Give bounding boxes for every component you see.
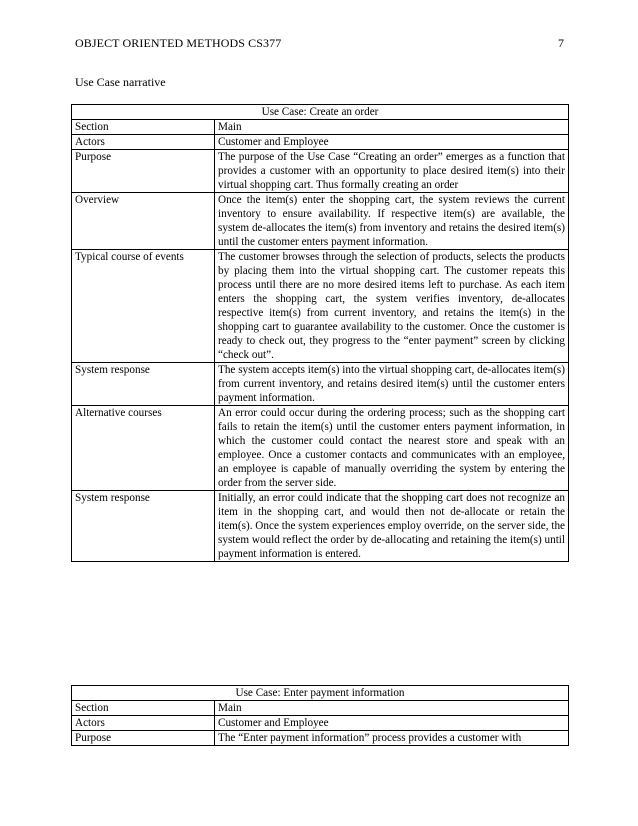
row-value: The system accepts item(s) into the virtual shopping cart, de-allocates item(s) from current inventory, and retains desired item(s) until the customer enters payment information.	[215, 363, 569, 406]
table-row	[72, 250, 569, 363]
row-label: Overview	[72, 193, 215, 250]
row-value: An error could occur during the ordering process; such as the shopping cart fails to retain the item(s) until the customer enters payment information, in which the customer could contact the nearest store and speak with an employee. Once a customer contacts and communicates with an employee, an employee is capable of manually overriding the system by entering the order from the server side.	[215, 406, 569, 491]
row-value: Customer and Employee	[215, 716, 569, 731]
row-value: The customer browses through the selection of products, selects the products by placing them into the virtual shopping cart. The customer repeats this process until there are no more desired items left to purchase. As each item enters the shopping cart, the system verifies inventory, de-allocates respective item(s) from current inventory, and retains the item(s) in the shopping cart to guarantee availability to the customer. Once the customer is ready to check out, they progress to the “enter payment” screen by clicking “check out”.	[215, 250, 569, 363]
row-value: Once the item(s) enter the shopping cart, the system reviews the current inventory to ensure availability. If respective item(s) are available, the system de-allocates the item(s) from inventory and retains the desired item(s) until the customer enters payment information.	[215, 193, 569, 250]
table-row	[72, 135, 569, 150]
row-value: Main	[215, 701, 569, 716]
row-label: Alternative courses	[72, 406, 215, 491]
page-number: 7	[558, 36, 564, 50]
page-header	[75, 36, 564, 54]
use-case-table-create-order	[71, 104, 569, 562]
row-value: The purpose of the Use Case “Creating an order” emerges as a function that provides a customer with an opportunity to place desired item(s) into their virtual shopping cart. Thus formally creating an order	[215, 150, 569, 193]
table-caption-row	[72, 105, 569, 120]
table-row	[72, 731, 569, 746]
row-label: Section	[72, 120, 215, 135]
table-row	[72, 491, 569, 562]
row-label: Actors	[72, 135, 215, 150]
table-row	[72, 120, 569, 135]
row-label: Actors	[72, 716, 215, 731]
section-heading: Use Case narrative	[75, 75, 166, 89]
row-label: System response	[72, 491, 215, 562]
row-value: The “Enter payment information” process provides a customer with	[215, 731, 569, 746]
table-row	[72, 701, 569, 716]
row-label: Section	[72, 701, 215, 716]
table-row	[72, 193, 569, 250]
table-row	[72, 406, 569, 491]
row-label: System response	[72, 363, 215, 406]
table-row	[72, 716, 569, 731]
row-value: Main	[215, 120, 569, 135]
table-caption: Use Case: Enter payment information	[72, 686, 569, 701]
table-row	[72, 150, 569, 193]
table-caption-row	[72, 686, 569, 701]
table-caption: Use Case: Create an order	[72, 105, 569, 120]
table-row	[72, 363, 569, 406]
row-value: Initially, an error could indicate that the shopping cart does not recognize an item in the shopping cart, and would then not de-allocate or retain the item(s). Once the system experiences employ override, on the server side, the system would reflect the order by de-allocating and retaining the item(s) until payment information is entered.	[215, 491, 569, 562]
document-title: OBJECT ORIENTED METHODS CS377	[75, 36, 282, 50]
use-case-table-enter-payment	[71, 685, 569, 746]
row-label: Typical course of events	[72, 250, 215, 363]
row-label: Purpose	[72, 150, 215, 193]
row-label: Purpose	[72, 731, 215, 746]
row-value: Customer and Employee	[215, 135, 569, 150]
